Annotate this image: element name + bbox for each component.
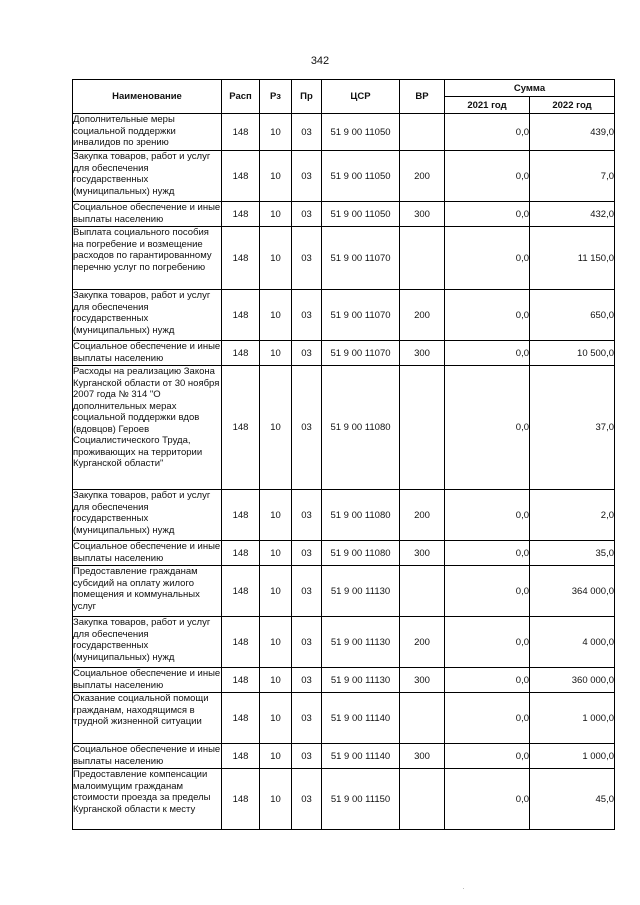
row-vr: 200 <box>400 151 445 202</box>
row-csr: 51 9 00 11140 <box>322 744 400 769</box>
row-csr: 51 9 00 11070 <box>322 290 400 341</box>
row-csr: 51 9 00 11080 <box>322 490 400 541</box>
row-vr <box>400 366 445 490</box>
row-rz: 10 <box>260 668 292 693</box>
row-rasp: 148 <box>222 541 260 566</box>
row-2021: 0,0 <box>445 290 530 341</box>
row-name: Предоставление компенсации малоимущим гражданам стоимости проезда за пределы Курганской области к месту <box>73 769 222 830</box>
row-name: Закупка товаров, работ и услуг для обеспечения государственных (муниципальных) нужд <box>73 617 222 668</box>
row-pr: 03 <box>292 341 322 366</box>
row-pr: 03 <box>292 490 322 541</box>
row-pr: 03 <box>292 290 322 341</box>
row-2022: 439,0 <box>530 114 615 151</box>
row-csr: 51 9 00 11070 <box>322 227 400 290</box>
row-vr <box>400 566 445 617</box>
row-name: Закупка товаров, работ и услуг для обеспечения государственных (муниципальных) нужд <box>73 151 222 202</box>
header-vr: ВР <box>400 80 445 114</box>
row-2022: 45,0 <box>530 769 615 830</box>
row-2022: 364 000,0 <box>530 566 615 617</box>
row-pr: 03 <box>292 151 322 202</box>
table-row <box>73 227 615 290</box>
table-row <box>73 490 615 541</box>
row-rz: 10 <box>260 227 292 290</box>
row-2021: 0,0 <box>445 227 530 290</box>
row-2021: 0,0 <box>445 617 530 668</box>
row-pr: 03 <box>292 202 322 227</box>
row-name: Оказание социальной помощи гражданам, находящимся в трудной жизненной ситуации <box>73 693 222 744</box>
row-rz: 10 <box>260 366 292 490</box>
row-2022: 11 150,0 <box>530 227 615 290</box>
row-2022: 1 000,0 <box>530 693 615 744</box>
row-csr: 51 9 00 11130 <box>322 617 400 668</box>
row-vr: 200 <box>400 290 445 341</box>
header-name: Наименование <box>73 80 222 114</box>
row-vr: 300 <box>400 668 445 693</box>
row-name: Социальное обеспечение и иные выплаты населению <box>73 668 221 691</box>
row-2021: 0,0 <box>445 490 530 541</box>
table-row <box>73 744 615 769</box>
row-rz: 10 <box>260 541 292 566</box>
row-pr: 03 <box>292 114 322 151</box>
table-row <box>73 769 615 830</box>
row-pr: 03 <box>292 366 322 490</box>
row-csr: 51 9 00 11130 <box>322 566 400 617</box>
row-vr: 300 <box>400 202 445 227</box>
row-vr: 200 <box>400 490 445 541</box>
table-row <box>73 290 615 341</box>
row-rz: 10 <box>260 693 292 744</box>
row-name: Социальное обеспечение и иные выплаты населению <box>73 744 221 767</box>
row-2021: 0,0 <box>445 114 530 151</box>
row-csr: 51 9 00 11050 <box>322 114 400 151</box>
row-rasp: 148 <box>222 490 260 541</box>
table-row <box>73 541 615 566</box>
header-2022: 2022 год <box>530 97 615 114</box>
header-csr: ЦСР <box>322 80 400 114</box>
header-pr: Пр <box>292 80 322 114</box>
table-body <box>73 114 615 830</box>
row-rz: 10 <box>260 769 292 830</box>
row-csr: 51 9 00 11050 <box>322 151 400 202</box>
row-2021: 0,0 <box>445 151 530 202</box>
header-rz: Рз <box>260 80 292 114</box>
row-2022: 1 000,0 <box>530 744 615 769</box>
row-rasp: 148 <box>222 617 260 668</box>
row-pr: 03 <box>292 744 322 769</box>
row-vr <box>400 693 445 744</box>
row-2022: 7,0 <box>530 151 615 202</box>
table-row <box>73 114 615 151</box>
row-rasp: 148 <box>222 566 260 617</box>
row-rz: 10 <box>260 202 292 227</box>
table-row <box>73 566 615 617</box>
row-2021: 0,0 <box>445 693 530 744</box>
row-rz: 10 <box>260 617 292 668</box>
row-2021: 0,0 <box>445 744 530 769</box>
row-name: Социальное обеспечение и иные выплаты населению <box>73 541 221 564</box>
table-row <box>73 693 615 744</box>
scan-speck <box>463 888 464 889</box>
table-row <box>73 366 615 490</box>
page-number: 342 <box>310 55 330 67</box>
row-csr: 51 9 00 11080 <box>322 366 400 490</box>
row-rasp: 148 <box>222 114 260 151</box>
row-rz: 10 <box>260 744 292 769</box>
row-rz: 10 <box>260 290 292 341</box>
row-pr: 03 <box>292 227 322 290</box>
row-rasp: 148 <box>222 693 260 744</box>
row-csr: 51 9 00 11130 <box>322 668 400 693</box>
row-name: Социальное обеспечение и иные выплаты населению <box>73 341 221 364</box>
row-2021: 0,0 <box>445 202 530 227</box>
row-name: Закупка товаров, работ и услуг для обеспечения государственных (муниципальных) нужд <box>73 490 222 541</box>
row-2022: 10 500,0 <box>530 341 615 366</box>
row-2022: 2,0 <box>530 490 615 541</box>
row-vr: 300 <box>400 541 445 566</box>
row-csr: 51 9 00 11080 <box>322 541 400 566</box>
row-2021: 0,0 <box>445 769 530 830</box>
row-rasp: 148 <box>222 290 260 341</box>
row-2022: 4 000,0 <box>530 617 615 668</box>
row-vr <box>400 227 445 290</box>
row-pr: 03 <box>292 769 322 830</box>
row-rasp: 148 <box>222 227 260 290</box>
row-2021: 0,0 <box>445 341 530 366</box>
row-name: Выплата социального пособия на погребение и возмещение расходов по гарантированному перечню услуг по погребению <box>73 227 222 290</box>
budget-table <box>72 79 615 830</box>
row-rasp: 148 <box>222 769 260 830</box>
row-csr: 51 9 00 11150 <box>322 769 400 830</box>
row-pr: 03 <box>292 668 322 693</box>
row-name: Предоставление гражданам субсидий на оплату жилого помещения и коммунальных услуг <box>73 566 222 617</box>
row-2022: 432,0 <box>530 202 615 227</box>
table-row <box>73 151 615 202</box>
row-2022: 650,0 <box>530 290 615 341</box>
header-rasp: Расп <box>222 80 260 114</box>
row-rasp: 148 <box>222 202 260 227</box>
row-rasp: 148 <box>222 151 260 202</box>
row-2021: 0,0 <box>445 541 530 566</box>
header-summa: Сумма <box>445 80 615 97</box>
table-row <box>73 202 615 227</box>
row-rasp: 148 <box>222 341 260 366</box>
row-name: Расходы на реализацию Закона Курганской области от 30 ноября 2007 года № 314 "О дополнительных мерах социальной поддержки вдов (вдовцов) Героев Социалистического Труда, проживающих на территории Курганской области" <box>73 366 222 490</box>
row-vr: 300 <box>400 744 445 769</box>
row-vr <box>400 769 445 830</box>
row-rasp: 148 <box>222 744 260 769</box>
row-2022: 37,0 <box>530 366 615 490</box>
row-2021: 0,0 <box>445 566 530 617</box>
row-vr: 200 <box>400 617 445 668</box>
row-csr: 51 9 00 11050 <box>322 202 400 227</box>
row-rasp: 148 <box>222 668 260 693</box>
row-name: Закупка товаров, работ и услуг для обеспечения государственных (муниципальных) нужд <box>73 290 222 341</box>
row-rasp: 148 <box>222 366 260 490</box>
row-rz: 10 <box>260 490 292 541</box>
row-name: Дополнительные меры социальной поддержки инвалидов по зрению <box>73 114 222 151</box>
row-2022: 360 000,0 <box>530 668 615 693</box>
row-2021: 0,0 <box>445 668 530 693</box>
row-2022: 35,0 <box>530 541 615 566</box>
header-2021: 2021 год <box>445 97 530 114</box>
table-row <box>73 668 615 693</box>
row-pr: 03 <box>292 617 322 668</box>
table-row <box>73 617 615 668</box>
row-rz: 10 <box>260 566 292 617</box>
row-vr: 300 <box>400 341 445 366</box>
row-rz: 10 <box>260 341 292 366</box>
row-csr: 51 9 00 11140 <box>322 693 400 744</box>
row-pr: 03 <box>292 566 322 617</box>
row-rz: 10 <box>260 114 292 151</box>
table-row <box>73 341 615 366</box>
row-pr: 03 <box>292 693 322 744</box>
row-name: Социальное обеспечение и иные выплаты населению <box>73 202 221 225</box>
row-pr: 03 <box>292 541 322 566</box>
row-vr <box>400 114 445 151</box>
row-csr: 51 9 00 11070 <box>322 341 400 366</box>
row-2021: 0,0 <box>445 366 530 490</box>
row-rz: 10 <box>260 151 292 202</box>
